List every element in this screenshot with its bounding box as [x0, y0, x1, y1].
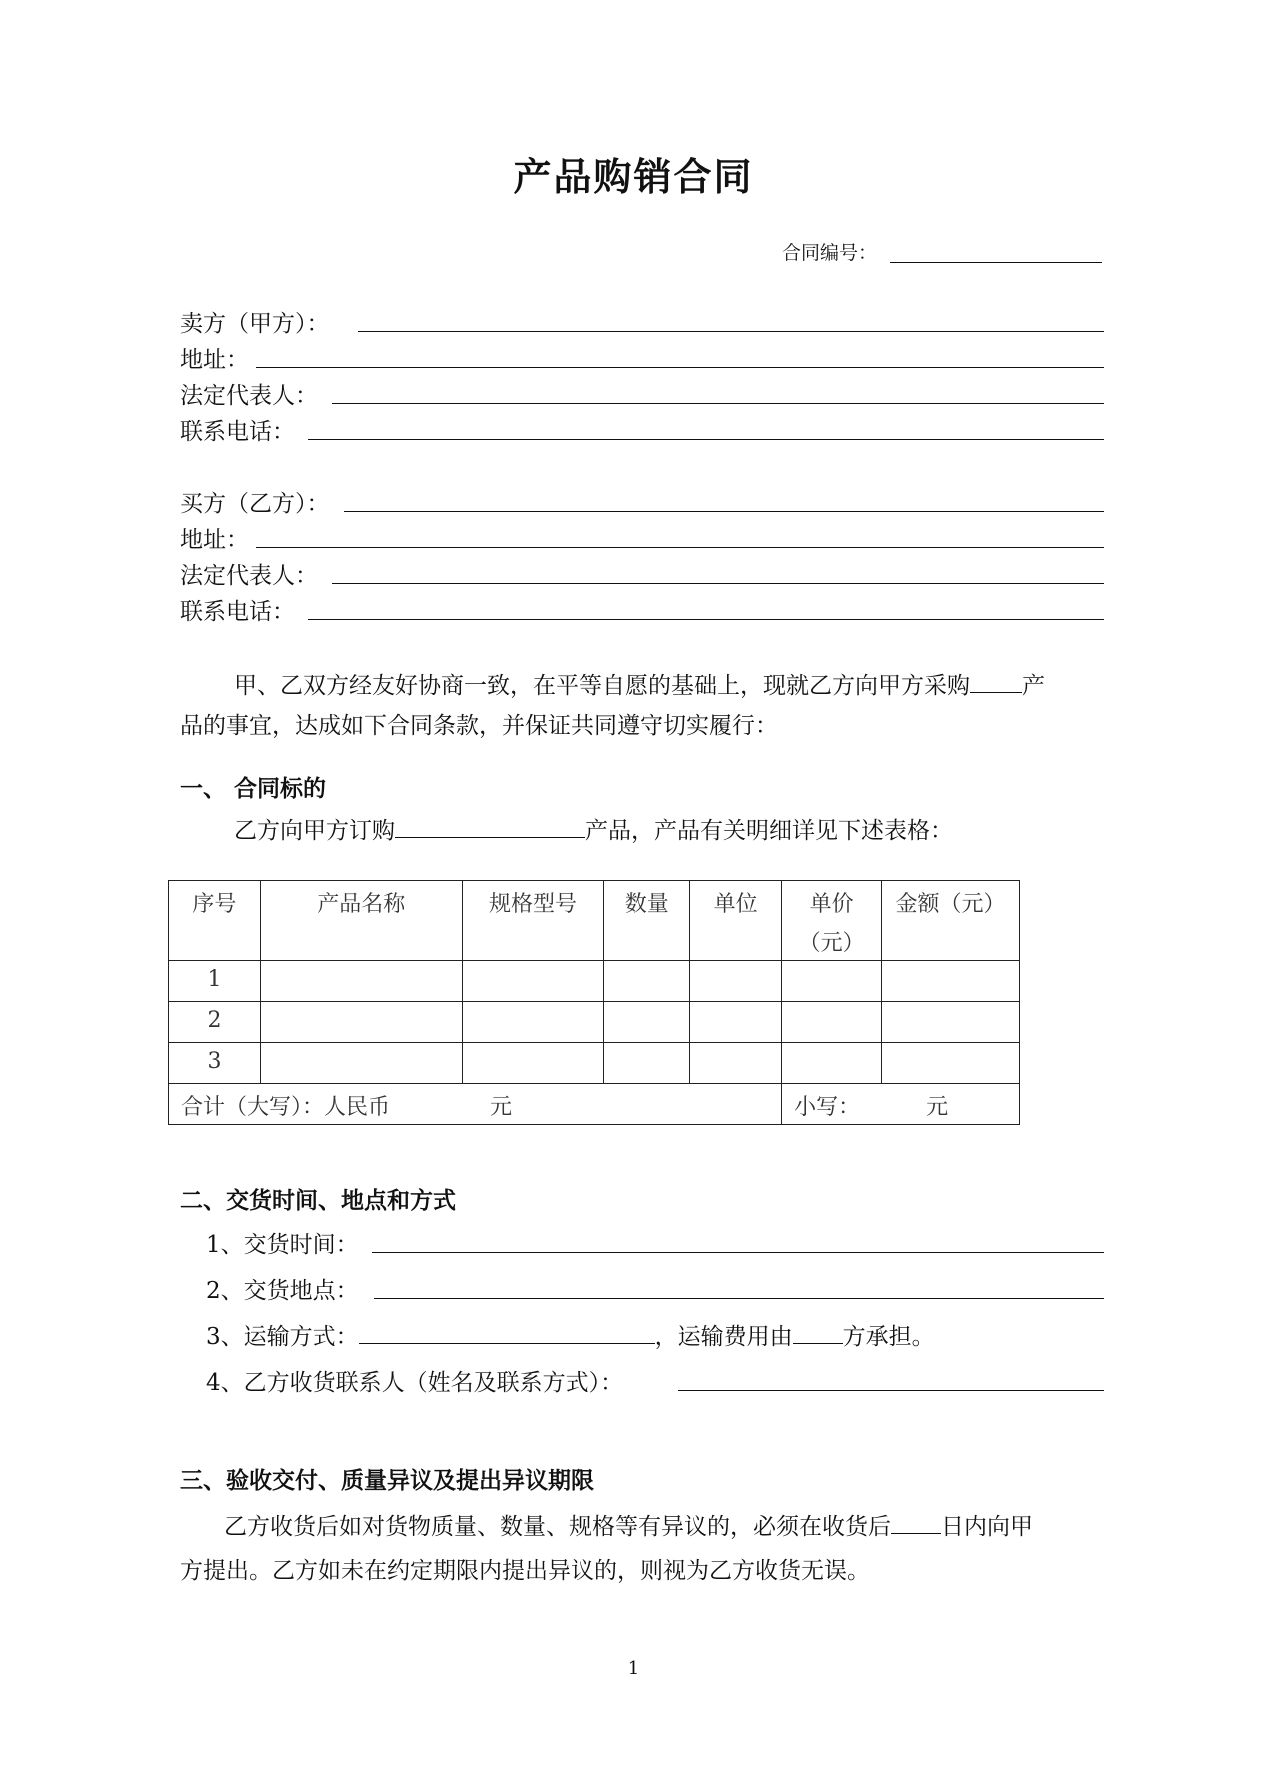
col-header-unit: 单位	[690, 881, 782, 961]
total-uppercase-cell[interactable]	[169, 1084, 782, 1125]
intro-line-1	[234, 667, 1045, 700]
contract-no-label: 合同编号：	[782, 242, 878, 264]
cell-unit-price[interactable]	[782, 1002, 882, 1043]
section3-line-2: 方提出。乙方如未在约定期限内提出异议的，则视为乙方收货无误。	[180, 1558, 870, 1584]
total-lowercase-cell[interactable]	[782, 1084, 1020, 1125]
cell-amount[interactable]	[882, 1002, 1020, 1043]
transport-method-label: 3、运输方式：	[206, 1324, 359, 1350]
section1-text-b: 产品，产品有关明细详见下述表格：	[585, 818, 953, 844]
col-header-product-name: 产品名称	[260, 881, 462, 961]
cell-unit[interactable]	[690, 1043, 782, 1084]
buyer-legal-rep-field[interactable]	[332, 583, 1104, 584]
buyer-name-field[interactable]	[344, 511, 1104, 512]
section2-heading: 二、交货时间、地点和方式	[180, 1187, 456, 1214]
product-table	[168, 880, 1020, 1125]
cell-quantity[interactable]	[604, 1002, 690, 1043]
transport-cost-suffix: 方承担。	[842, 1324, 935, 1350]
table-row	[169, 1043, 1020, 1084]
section1-product-blank[interactable]	[395, 817, 585, 838]
intro-text-a: 甲、乙双方经友好协商一致，在平等自愿的基础上，现就乙方向甲方采购	[234, 673, 970, 699]
table-row	[169, 1002, 1020, 1043]
buyer-label: 买方（乙方）：	[180, 491, 330, 517]
intro-line-2: 品的事宜，达成如下合同条款，并保证共同遵守切实履行：	[180, 713, 778, 739]
delivery-place-label: 2、交货地点：	[206, 1278, 359, 1304]
transport-method-field[interactable]	[359, 1323, 655, 1344]
cell-product-name[interactable]	[260, 1043, 462, 1084]
cell-amount[interactable]	[882, 1043, 1020, 1084]
buyer-address-label: 地址：	[180, 527, 249, 553]
total-uppercase-label: 合计（大写）：人民币	[181, 1095, 391, 1120]
cell-spec[interactable]	[462, 1002, 604, 1043]
row-number: 3	[169, 1043, 261, 1084]
receiver-contact-field[interactable]	[678, 1390, 1104, 1391]
cell-quantity[interactable]	[604, 1043, 690, 1084]
col-header-quantity: 数量	[604, 881, 690, 961]
unit-price-label: 单价	[809, 892, 854, 917]
cell-unit[interactable]	[690, 961, 782, 1002]
cell-product-name[interactable]	[260, 1002, 462, 1043]
contract-no-field[interactable]	[890, 262, 1102, 263]
seller-label: 卖方（甲方）：	[180, 311, 330, 337]
section3-text-b: 日内向甲	[941, 1514, 1033, 1540]
buyer-address-field[interactable]	[256, 547, 1104, 548]
buyer-legal-rep-label: 法定代表人：	[180, 563, 318, 589]
col-header-unit-price	[782, 881, 882, 961]
delivery-time-field[interactable]	[372, 1252, 1104, 1253]
buyer-phone-field[interactable]	[308, 619, 1104, 620]
intro-text-b: 产	[1022, 673, 1045, 699]
row-number: 2	[169, 1002, 261, 1043]
section3-heading: 三、验收交付、质量异议及提出异议期限	[180, 1467, 594, 1494]
seller-phone-label: 联系电话：	[180, 419, 295, 445]
row-number: 1	[169, 961, 261, 1002]
cell-unit-price[interactable]	[782, 961, 882, 1002]
table-row	[169, 961, 1020, 1002]
cell-unit[interactable]	[690, 1002, 782, 1043]
page-title: 产品购销合同	[513, 154, 754, 199]
cell-product-name[interactable]	[260, 961, 462, 1002]
transport-cost-party-field[interactable]	[793, 1323, 843, 1344]
section3-text-a: 乙方收货后如对货物质量、数量、规格等有异议的，必须在收货后	[224, 1514, 891, 1540]
section1-heading: 一、 合同标的	[180, 775, 327, 802]
seller-legal-rep-field[interactable]	[332, 403, 1104, 404]
seller-phone-field[interactable]	[308, 439, 1104, 440]
col-header-spec: 规格型号	[462, 881, 604, 961]
seller-address-field[interactable]	[256, 367, 1104, 368]
intro-product-blank[interactable]	[970, 672, 1022, 693]
unit-price-currency: （元）	[798, 931, 865, 956]
section1-text	[234, 812, 953, 845]
transport-line	[206, 1318, 935, 1351]
cell-unit-price[interactable]	[782, 1043, 882, 1084]
cell-amount[interactable]	[882, 961, 1020, 1002]
delivery-place-field[interactable]	[374, 1298, 1104, 1299]
cell-quantity[interactable]	[604, 961, 690, 1002]
transport-cost-label: ，运输费用由	[654, 1324, 793, 1350]
delivery-time-label: 1、交货时间：	[206, 1232, 359, 1258]
seller-name-field[interactable]	[358, 331, 1104, 332]
page-number: 1	[627, 1658, 640, 1679]
total-uppercase-unit: 元	[490, 1095, 513, 1120]
table-header-row	[169, 881, 1020, 961]
col-header-amount: 金额（元）	[882, 881, 1020, 961]
seller-address-label: 地址：	[180, 347, 249, 373]
cell-spec[interactable]	[462, 961, 604, 1002]
total-lowercase-unit: 元	[926, 1095, 949, 1120]
section1-text-a: 乙方向甲方订购	[234, 818, 395, 844]
total-lowercase-label: 小写：	[794, 1095, 861, 1120]
col-header-no: 序号	[169, 881, 261, 961]
receiver-contact-label: 4、乙方收货联系人（姓名及联系方式）：	[206, 1370, 624, 1396]
section3-line-1	[224, 1508, 1033, 1541]
seller-legal-rep-label: 法定代表人：	[180, 383, 318, 409]
table-total-row	[169, 1084, 1020, 1125]
buyer-phone-label: 联系电话：	[180, 599, 295, 625]
objection-days-field[interactable]	[891, 1513, 941, 1534]
cell-spec[interactable]	[462, 1043, 604, 1084]
